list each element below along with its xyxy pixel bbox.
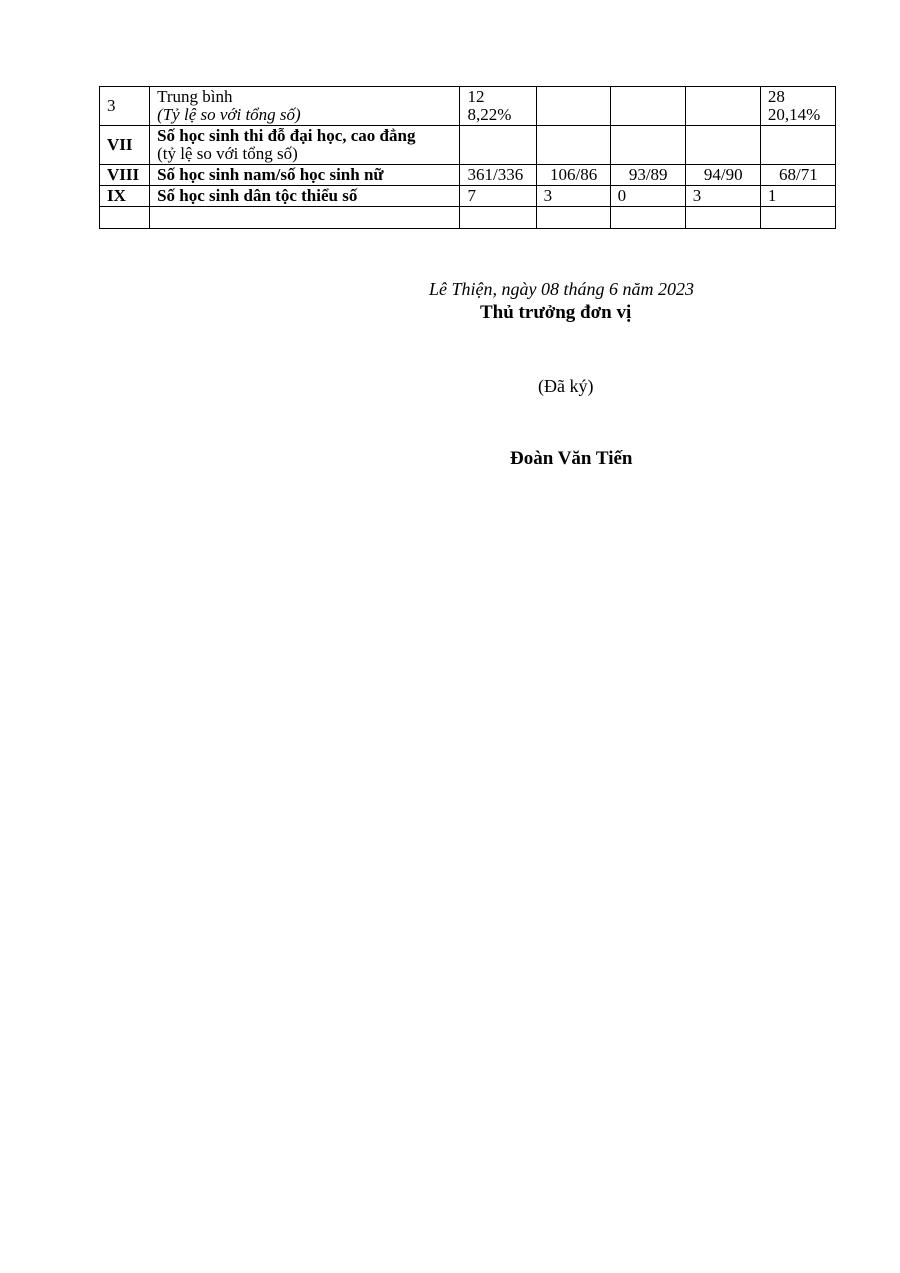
statistics-table <box>99 86 836 229</box>
table-cell <box>460 207 536 229</box>
table-cell <box>610 207 685 229</box>
row-sublabel: (Tỷ lệ so với tổng số) <box>157 105 301 124</box>
row-label: Số học sinh dân tộc thiểu số <box>150 186 460 207</box>
table-cell <box>460 87 536 126</box>
table-cell: 0 <box>610 186 685 207</box>
table-row <box>100 165 836 186</box>
cell-value: 28 <box>767 87 785 106</box>
table-row <box>100 126 836 165</box>
table-cell: 1 <box>760 186 835 207</box>
table-cell <box>536 87 610 126</box>
row-label-cell <box>150 87 460 126</box>
table-cell: 68/71 <box>760 165 835 186</box>
table-cell: 3 <box>685 186 760 207</box>
row-sublabel: (tỷ lệ so với tổng số) <box>157 144 298 163</box>
table-cell: 7 <box>460 186 536 207</box>
table-cell: 361/336 <box>460 165 536 186</box>
table-cell <box>610 87 685 126</box>
row-index: IX <box>100 186 150 207</box>
table-row <box>100 186 836 207</box>
row-index: 3 <box>100 87 150 126</box>
signer-title: Thủ trưởng đơn vị <box>480 302 632 323</box>
empty-table-row <box>100 207 836 229</box>
table-cell <box>760 126 835 165</box>
cell-value: 12 <box>467 87 485 106</box>
table-cell: 106/86 <box>536 165 610 186</box>
row-label-cell <box>150 126 460 165</box>
cell-percent: 8,22% <box>467 105 512 124</box>
signer-name: Đoàn Văn Tiến <box>510 448 633 469</box>
table-cell <box>536 207 610 229</box>
table-cell <box>685 87 760 126</box>
table-cell: 3 <box>536 186 610 207</box>
cell-percent: 20,14% <box>767 105 821 124</box>
row-index: VII <box>100 126 150 165</box>
row-label: Số học sinh thi đỗ đại học, cao đẳng <box>157 126 416 145</box>
row-label: Số học sinh nam/số học sinh nữ <box>150 165 460 186</box>
row-label: Trung bình <box>157 87 233 106</box>
table-row <box>100 87 836 126</box>
table-cell <box>760 87 835 126</box>
table-cell <box>610 126 685 165</box>
table-cell <box>150 207 460 229</box>
table-cell <box>100 207 150 229</box>
signed-note: (Đã ký) <box>538 376 594 396</box>
table-cell <box>685 207 760 229</box>
table-cell <box>460 126 536 165</box>
table-cell <box>760 207 835 229</box>
place-date: Lê Thiện, ngày 08 tháng 6 năm 2023 <box>429 279 694 299</box>
table-cell: 94/90 <box>685 165 760 186</box>
table-cell: 93/89 <box>610 165 685 186</box>
table-cell <box>536 126 610 165</box>
table-cell <box>685 126 760 165</box>
row-index: VIII <box>100 165 150 186</box>
